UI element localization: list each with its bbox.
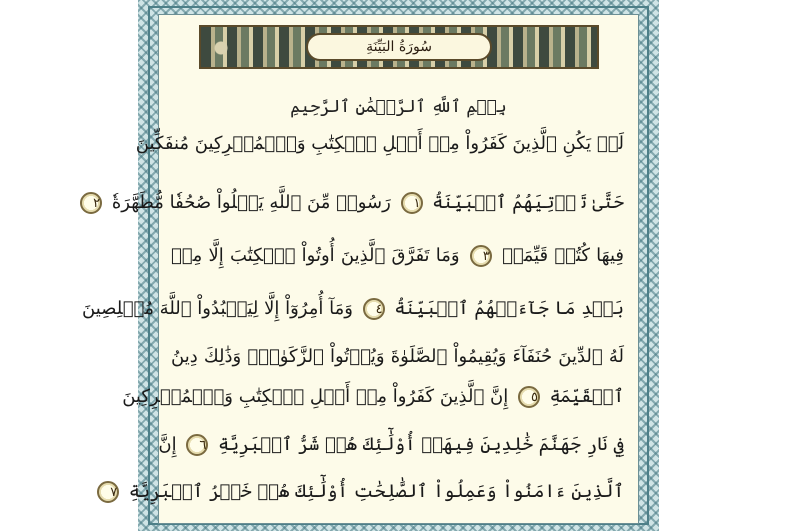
verse-line <box>110 480 624 504</box>
verse-text: فِي نَارِ جَهَنَّمَ خَٰلِدِينَ فِيهَآۚ أُوْلَٰٓئِكَ هُمۡ شَرُّ ٱلۡبَرِيَّةِ <box>212 434 624 455</box>
verse-text: رَسُولٞ مِّنَ ٱللَّهِ يَتۡلُواْ صُحُفٗا مُّطَهَّرَةٗ <box>106 192 397 213</box>
page-content <box>82 14 639 524</box>
verse-text: ٱلۡقَيِّمَةِ <box>543 386 624 407</box>
verse-text: فِيهَا كُتُبٞ قَيِّمَةٞ <box>495 245 624 266</box>
verse-text: وَمَآ أُمِرُوٓاْ إِلَّا لِيَعۡبُدُواْ ٱللَّهَ مُخۡلِصِينَ <box>82 298 359 319</box>
ayah-number-marker: ٤ <box>363 298 385 320</box>
verse-text: حَتَّىٰ تَأۡتِيَهُمُ ٱلۡبَيِّنَةُ <box>426 192 624 213</box>
ayah-number-marker: ٧ <box>97 481 119 503</box>
ayah-number-marker: ٥ <box>518 386 540 408</box>
verse-line <box>82 297 624 321</box>
verse-line <box>171 345 624 369</box>
verse-text: لَهُ ٱلدِّينَ حُنَفَآءَ وَيُقِيمُواْ ٱلصَّلَوٰةَ وَيُؤۡتُواْ ٱلزَّكَوٰةَۚ وَذَٰلِكَ دِينُ <box>171 346 624 367</box>
verse-text: ٱلَّذِينَ ءَامَنُواْ وَعَمِلُواْ ٱلصَّٰلِحَٰتِ أُوْلَٰٓئِكَ هُمۡ خَيۡرُ ٱلۡبَرِيَّةِ <box>123 481 624 502</box>
mushaf-page <box>82 0 659 531</box>
verse-text: لَمۡ يَكُنِ ٱلَّذِينَ كَفَرُواْ مِنۡ أَهۡلِ ٱلۡكِتَٰبِ وَٱلۡمُشۡرِكِينَ مُنفَكِّينَ <box>135 133 624 154</box>
ayah-number-marker: ٣ <box>470 245 492 267</box>
verse-line <box>93 191 624 215</box>
verse-line <box>122 385 624 409</box>
verse-text: وَمَا تَفَرَّقَ ٱلَّذِينَ أُوتُواْ ٱلۡكِتَٰبَ إِلَّا مِنۢ <box>171 245 466 266</box>
surah-header-ornament <box>199 25 599 69</box>
surah-title-cartouche <box>306 33 492 61</box>
verse-text: بَعۡدِ مَا جَآءَتۡهُمُ ٱلۡبَيِّنَةُ <box>388 298 624 319</box>
verse-text: إِنَّ <box>158 434 183 455</box>
verse-line <box>135 132 624 156</box>
ayah-number-marker: ١ <box>401 192 423 214</box>
verse-text: إِنَّ ٱلَّذِينَ كَفَرُواْ مِنۡ أَهۡلِ ٱلۡكِتَٰبِ وَٱلۡمُشۡرِكِينَ <box>122 386 514 407</box>
surah-title: سُورَةُ البَيِّنَةِ <box>366 39 432 55</box>
basmala: بِسۡمِ ٱللَّهِ ٱلرَّحۡمَٰنِ ٱلرَّحِيمِ <box>290 97 507 117</box>
ayah-number-marker: ٦ <box>186 434 208 456</box>
ayah-number-marker: ٢ <box>80 192 102 214</box>
verse-line <box>158 433 624 457</box>
verse-line <box>171 244 624 268</box>
